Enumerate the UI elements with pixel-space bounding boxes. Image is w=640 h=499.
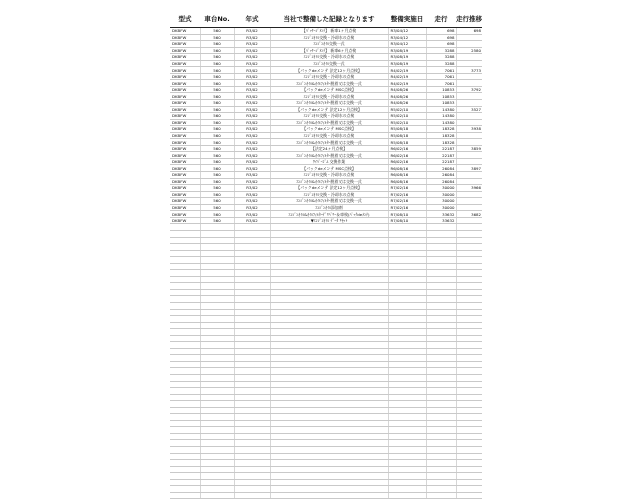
date-cell [388, 492, 426, 499]
unit-no-cell: 560 [200, 34, 234, 41]
maintenance-table [170, 10, 482, 499]
date-cell: R5/08/18 [388, 132, 426, 139]
date-cell: R3/08/19 [388, 47, 426, 54]
unit-no-cell: 560 [200, 139, 234, 146]
unit-no-cell: 560 [200, 93, 234, 100]
date-cell: R5/02/10 [388, 113, 426, 120]
mileage-cell: 22187 [426, 145, 456, 152]
mileage-cell: 30000 [426, 204, 456, 211]
model-cell: DKBFW [170, 139, 200, 146]
model-cell: DKBFW [170, 165, 200, 172]
unit-no-cell: 560 [200, 60, 234, 67]
date-cell: R5/02/10 [388, 106, 426, 113]
empty-row [170, 492, 482, 499]
mileage-cell: 33632 [426, 211, 456, 218]
date-cell: R4/02/19 [388, 73, 426, 80]
maintenance-record-sheet [170, 10, 482, 499]
record-cell: ｴﾝｼﾞﾝｵｲﾙ交換・冷却水の点検 [270, 132, 388, 139]
year-cell: R3/02 [234, 113, 270, 120]
record-cell: 【ﾊﾟｯｹｰｼﾞﾒﾝﾃ】 新車1ヶ月点検 [270, 28, 388, 35]
mileage-cell: 18328 [426, 132, 456, 139]
mileage-cell: 3288 [426, 54, 456, 61]
unit-no-cell: 560 [200, 132, 234, 139]
unit-no-cell: 560 [200, 204, 234, 211]
mileage-cell: 10853 [426, 100, 456, 107]
year-cell: R3/02 [234, 217, 270, 224]
record-cell: 【パックdeメンテ MSC点検】 [270, 126, 388, 133]
date-cell: R5/08/18 [388, 139, 426, 146]
date-cell: R3/04/12 [388, 28, 426, 35]
date-cell: R7/02/16 [388, 198, 426, 205]
mileage-cell: 30000 [426, 191, 456, 198]
unit-no-cell: 560 [200, 165, 234, 172]
date-cell: R3/08/19 [388, 60, 426, 67]
model-cell [170, 492, 200, 499]
header-unit-no: 車台No. [200, 10, 234, 28]
unit-no-cell: 560 [200, 47, 234, 54]
mileage-cell: 3288 [426, 60, 456, 67]
record-cell: ｴﾝｼﾞﾝｵｲﾙ交換・冷却水の点検 [270, 172, 388, 179]
mileage-cell: 3288 [426, 47, 456, 54]
trend-cell: 3859 [456, 145, 482, 152]
model-cell: DKBFW [170, 158, 200, 165]
model-cell: DKBFW [170, 211, 200, 218]
model-cell: DKBFW [170, 86, 200, 93]
record-cell: ｴﾝｼﾞﾝｵｲﾙ&ｵｲﾙﾌｨﾙﾀｰ脱着又は交換一式 [270, 80, 388, 87]
record-cell: ｴﾝｼﾞﾝｵｲﾙ&ｵｲﾙﾌｨﾙﾀｰ脱着又は交換一式 [270, 139, 388, 146]
trend-cell: 3527 [456, 106, 482, 113]
trend-cell: 698 [456, 28, 482, 35]
year-cell: R3/02 [234, 28, 270, 35]
unit-no-cell: 560 [200, 67, 234, 74]
model-cell: DKBFW [170, 60, 200, 67]
date-cell: R4/08/26 [388, 93, 426, 100]
model-cell: DKBFW [170, 106, 200, 113]
year-cell: R3/02 [234, 106, 270, 113]
year-cell: R3/02 [234, 165, 270, 172]
model-cell: DKBFW [170, 67, 200, 74]
trend-cell [456, 492, 482, 499]
year-cell: R3/02 [234, 172, 270, 179]
model-cell: DKBFW [170, 191, 200, 198]
date-cell: R4/02/19 [388, 80, 426, 87]
trend-cell: 3938 [456, 126, 482, 133]
record-cell: ｴﾝｼﾞﾝｵｲﾙ交換・冷却水の点検 [270, 73, 388, 80]
trend-cell: 3773 [456, 67, 482, 74]
mileage-cell: 10853 [426, 93, 456, 100]
year-cell: R3/02 [234, 100, 270, 107]
year-cell: R3/02 [234, 139, 270, 146]
record-cell: 【パックdeメンテ 法定12ヶ月点検】 [270, 67, 388, 74]
date-cell: R5/08/18 [388, 126, 426, 133]
year-cell: R3/02 [234, 185, 270, 192]
date-cell: R4/08/26 [388, 100, 426, 107]
trend-cell: 2580 [456, 47, 482, 54]
mileage-cell: 14380 [426, 106, 456, 113]
header-mileage: 走行 [426, 10, 456, 28]
date-cell: R6/02/16 [388, 152, 426, 159]
mileage-cell: 33632 [426, 217, 456, 224]
record-cell: ｴﾝｼﾞﾝｵｲﾙ交換・冷却水の点検 [270, 34, 388, 41]
unit-no-cell: 560 [200, 106, 234, 113]
header-year: 年式 [234, 10, 270, 28]
year-cell: R3/02 [234, 67, 270, 74]
record-cell: ｴﾝｼﾞﾝｵｲﾙ&ｵｲﾙﾌｨﾙﾀｰ脱着又は交換一式 [270, 198, 388, 205]
mileage-cell: 18328 [426, 139, 456, 146]
record-cell: ｴﾝｼﾞﾝｵｲﾙ&ｵｲﾙﾌｨﾙﾀｰ脱着又は交換一式 [270, 100, 388, 107]
model-cell: DKBFW [170, 204, 200, 211]
mileage-cell: 698 [426, 41, 456, 48]
model-cell: DKBFW [170, 185, 200, 192]
unit-no-cell: 560 [200, 152, 234, 159]
unit-no-cell: 560 [200, 113, 234, 120]
mileage-cell: 698 [426, 34, 456, 41]
unit-no-cell: 560 [200, 211, 234, 218]
model-cell: DKBFW [170, 152, 200, 159]
model-cell: DKBFW [170, 132, 200, 139]
model-cell: DKBFW [170, 28, 200, 35]
model-cell: DKBFW [170, 126, 200, 133]
unit-no-cell [200, 492, 234, 499]
mileage-cell: 22187 [426, 158, 456, 165]
trend-cell: 3966 [456, 185, 482, 192]
date-cell: R3/04/12 [388, 41, 426, 48]
unit-no-cell: 560 [200, 73, 234, 80]
mileage-cell: 10853 [426, 86, 456, 93]
record-cell: ▼ｴﾝｼﾞﾝｵｲﾙ ﾃﾞｰﾀ ﾘｾｯﾄ [270, 217, 388, 224]
date-cell: R7/02/16 [388, 185, 426, 192]
mileage-cell: 18328 [426, 126, 456, 133]
model-cell: DKBFW [170, 73, 200, 80]
model-cell: DKBFW [170, 172, 200, 179]
record-cell: ﾜｲﾊﾟｰｺﾞﾑ 交換作業 [270, 158, 388, 165]
model-cell: DKBFW [170, 217, 200, 224]
date-cell: R6/08/16 [388, 165, 426, 172]
model-cell: DKBFW [170, 34, 200, 41]
mileage-cell: 7061 [426, 73, 456, 80]
year-cell: R3/02 [234, 158, 270, 165]
record-cell: 【パックdeメンテ MSC点検】 [270, 165, 388, 172]
header-service-date: 整備実施日 [388, 10, 426, 28]
mileage-cell: 30000 [426, 198, 456, 205]
model-cell: DKBFW [170, 54, 200, 61]
year-cell: R3/02 [234, 211, 270, 218]
year-cell: R3/02 [234, 47, 270, 54]
header-mileage-trend: 走行推移 [456, 10, 482, 28]
model-cell: DKBFW [170, 119, 200, 126]
unit-no-cell: 560 [200, 86, 234, 93]
record-cell: ｴﾝｼﾞﾝｵｲﾙ&ｵｲﾙﾌｨﾙﾀｰ脱着又は交換一式 [270, 152, 388, 159]
year-cell: R3/02 [234, 54, 270, 61]
model-cell: DKBFW [170, 178, 200, 185]
record-cell: ｴﾝｼﾞﾝｵｲﾙ添加剤 [270, 204, 388, 211]
unit-no-cell: 560 [200, 158, 234, 165]
header-record: 当社で整備した記録となります [270, 10, 388, 28]
unit-no-cell: 560 [200, 198, 234, 205]
date-cell: R6/08/16 [388, 172, 426, 179]
record-cell: ｴﾝｼﾞﾝｵｲﾙ交換・冷却水の点検 [270, 191, 388, 198]
record-cell: ｴﾝｼﾞﾝｵｲﾙ&ｵｲﾙﾌｨﾙﾀｰ脱着又は交換一式 [270, 178, 388, 185]
record-cell: ｴﾝｼﾞﾝｵｲﾙ交換・冷却水の点検 [270, 54, 388, 61]
mileage-cell: 26084 [426, 165, 456, 172]
year-cell: R3/02 [234, 191, 270, 198]
model-cell: DKBFW [170, 198, 200, 205]
unit-no-cell: 560 [200, 28, 234, 35]
mileage-cell: 26084 [426, 172, 456, 179]
year-cell: R3/02 [234, 60, 270, 67]
unit-no-cell: 560 [200, 172, 234, 179]
date-cell: R4/02/19 [388, 67, 426, 74]
unit-no-cell: 560 [200, 191, 234, 198]
mileage-cell: 14380 [426, 113, 456, 120]
record-cell: 【パックdeメンテ MSC点検】 [270, 86, 388, 93]
mileage-cell: 22187 [426, 152, 456, 159]
year-cell: R3/02 [234, 204, 270, 211]
year-cell [234, 492, 270, 499]
record-cell: 【パックdeメンテ 法定12ヶ月点検】 [270, 185, 388, 192]
record-cell: ｴﾝｼﾞﾝｵｲﾙ&ｵｲﾙﾌｨﾙﾀｰﾃﾞﾘﾊﾞﾘｰ＆車検(ﾊﾟｯｸdeﾒﾝﾃ) [270, 211, 388, 218]
record-cell: ｴﾝｼﾞﾝｵｲﾙ交換一式 [270, 41, 388, 48]
date-cell: R3/04/12 [388, 34, 426, 41]
date-cell: R7/08/10 [388, 217, 426, 224]
model-cell: DKBFW [170, 145, 200, 152]
model-cell: DKBFW [170, 80, 200, 87]
year-cell: R3/02 [234, 145, 270, 152]
unit-no-cell: 560 [200, 100, 234, 107]
unit-no-cell: 560 [200, 54, 234, 61]
model-cell: DKBFW [170, 100, 200, 107]
unit-no-cell: 560 [200, 145, 234, 152]
year-cell: R3/02 [234, 178, 270, 185]
year-cell: R3/02 [234, 93, 270, 100]
mileage-cell: 14380 [426, 119, 456, 126]
date-cell: R6/02/16 [388, 158, 426, 165]
year-cell: R3/02 [234, 80, 270, 87]
record-cell [270, 492, 388, 499]
unit-no-cell: 560 [200, 41, 234, 48]
date-cell: R5/02/10 [388, 119, 426, 126]
year-cell: R3/02 [234, 86, 270, 93]
model-cell: DKBFW [170, 113, 200, 120]
trend-cell: 3682 [456, 211, 482, 218]
table-body [170, 28, 482, 499]
record-cell: 【ﾊﾟｯｹｰｼﾞﾒﾝﾃ】 新車6ヶ月点検 [270, 47, 388, 54]
date-cell: R4/08/26 [388, 86, 426, 93]
date-cell: R6/08/16 [388, 178, 426, 185]
unit-no-cell: 560 [200, 185, 234, 192]
year-cell: R3/02 [234, 126, 270, 133]
unit-no-cell: 560 [200, 126, 234, 133]
unit-no-cell: 560 [200, 217, 234, 224]
header-model: 型式 [170, 10, 200, 28]
mileage-cell: 30000 [426, 185, 456, 192]
record-cell: 【法定24ヶ月点検】 [270, 145, 388, 152]
date-cell: R3/08/19 [388, 54, 426, 61]
year-cell: R3/02 [234, 198, 270, 205]
mileage-cell [426, 492, 456, 499]
date-cell: R7/02/16 [388, 204, 426, 211]
mileage-cell: 7061 [426, 80, 456, 87]
mileage-cell: 26084 [426, 178, 456, 185]
mileage-cell: 698 [426, 28, 456, 35]
trend-cell: 3792 [456, 86, 482, 93]
model-cell: DKBFW [170, 47, 200, 54]
year-cell: R3/02 [234, 73, 270, 80]
model-cell: DKBFW [170, 93, 200, 100]
header-row [170, 10, 482, 28]
date-cell: R7/02/16 [388, 191, 426, 198]
model-cell: DKBFW [170, 41, 200, 48]
mileage-cell: 7061 [426, 67, 456, 74]
year-cell: R3/02 [234, 41, 270, 48]
unit-no-cell: 560 [200, 80, 234, 87]
year-cell: R3/02 [234, 152, 270, 159]
record-cell: ｴﾝｼﾞﾝｵｲﾙ&ｵｲﾙﾌｨﾙﾀｰ脱着又は交換一式 [270, 119, 388, 126]
year-cell: R3/02 [234, 132, 270, 139]
date-cell: R6/02/16 [388, 145, 426, 152]
record-cell: ｴﾝｼﾞﾝｵｲﾙ交換一式 [270, 60, 388, 67]
unit-no-cell: 560 [200, 119, 234, 126]
trend-cell: 3897 [456, 165, 482, 172]
year-cell: R3/02 [234, 34, 270, 41]
year-cell: R3/02 [234, 119, 270, 126]
record-cell: ｴﾝｼﾞﾝｵｲﾙ交換・冷却水の点検 [270, 113, 388, 120]
record-cell: ｴﾝｼﾞﾝｵｲﾙ交換・冷却水の点検 [270, 93, 388, 100]
record-cell: 【パックdeメンテ 法定12ヶ月点検】 [270, 106, 388, 113]
date-cell: R7/08/10 [388, 211, 426, 218]
unit-no-cell: 560 [200, 178, 234, 185]
